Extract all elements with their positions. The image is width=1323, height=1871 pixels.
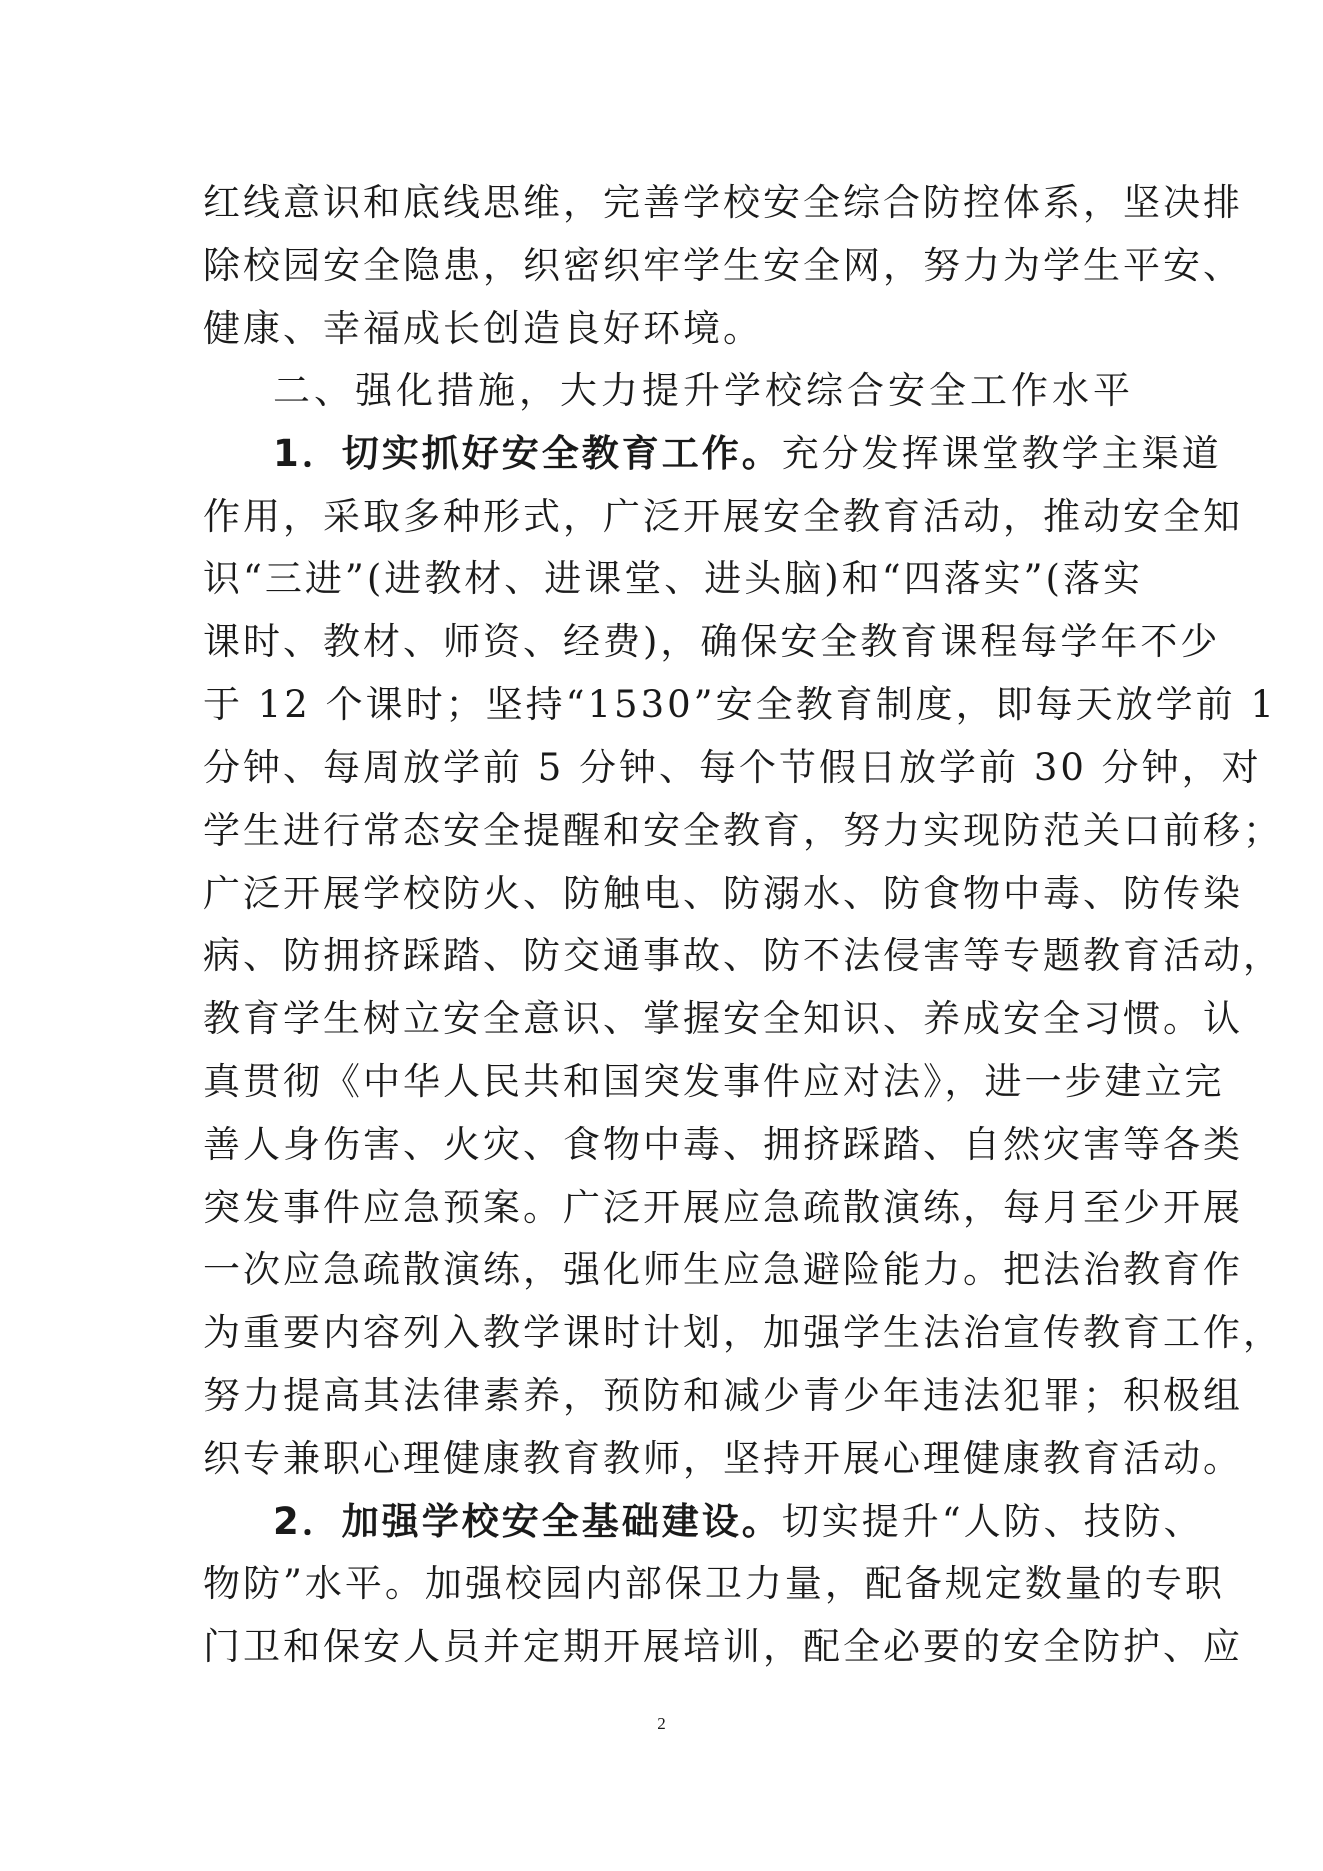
body-line: 学生进行常态安全提醒和安全教育，努力实现防范关口前移； [203, 809, 1283, 852]
body-line: 病、防拥挤踩踏、防交通事故、防不法侵害等专题教育活动， [203, 934, 1283, 977]
body-line: 物防”水平。加强校园内部保卫力量，配备规定数量的专职 [203, 1562, 1225, 1605]
body-line: 分钟、每周放学前 5 分钟、每个节假日放学前 30 分钟，对 [203, 746, 1262, 789]
body-text: 切实提升“人防、技防、 [781, 1500, 1204, 1543]
body-line: 努力提高其法律素养，预防和减少青少年违法犯罪；积极组 [203, 1374, 1243, 1417]
item-title: 1．切实抓好安全教育工作。 [273, 432, 782, 475]
body-line: 突发事件应急预案。广泛开展应急疏散演练，每月至少开展 [203, 1186, 1243, 1229]
item-first-line [273, 1499, 1204, 1545]
body-line: 为重要内容列入教学课时计划，加强学生法治宣传教育工作， [203, 1311, 1283, 1354]
body-line: 门卫和保安人员并定期开展培训，配全必要的安全防护、应 [203, 1625, 1243, 1668]
body-line: 于 12 个课时；坚持“1530”安全教育制度，即每天放学前 1 [203, 683, 1277, 726]
body-line: 织专兼职心理健康教育教师，坚持开展心理健康教育活动。 [203, 1437, 1243, 1480]
page-number: 2 [657, 1714, 666, 1733]
body-line: 教育学生树立安全意识、掌握安全知识、养成安全习惯。认 [203, 997, 1243, 1040]
body-line: 红线意识和底线思维，完善学校安全综合防控体系，坚决排 [203, 181, 1243, 224]
body-line: 一次应急疏散演练，强化师生应急避险能力。把法治教育作 [203, 1248, 1243, 1291]
body-text: 充分发挥课堂教学主渠道 [781, 432, 1222, 475]
item-title: 2．加强学校安全基础建设。 [273, 1500, 782, 1543]
body-line: 识“三进”(进教材、进课堂、进头脑)和“四落实”(落实 [203, 557, 1143, 600]
section-heading: 二、强化措施，大力提升学校综合安全工作水平 [273, 369, 1134, 412]
item-first-line [273, 431, 1222, 477]
body-line: 健康、幸福成长创造良好环境。 [203, 307, 763, 350]
body-line: 善人身伤害、火灾、食物中毒、拥挤踩踏、自然灾害等各类 [203, 1123, 1243, 1166]
body-line: 课时、教材、师资、经费)，确保安全教育课程每学年不少 [203, 620, 1221, 663]
body-line: 除校园安全隐患，织密织牢学生安全网，努力为学生平安、 [203, 244, 1243, 287]
body-line: 真贯彻《中华人民共和国突发事件应对法》，进一步建立完 [203, 1060, 1225, 1103]
body-line: 广泛开展学校防火、防触电、防溺水、防食物中毒、防传染 [203, 872, 1243, 915]
body-line: 作用，采取多种形式，广泛开展安全教育活动，推动安全知 [203, 495, 1243, 538]
